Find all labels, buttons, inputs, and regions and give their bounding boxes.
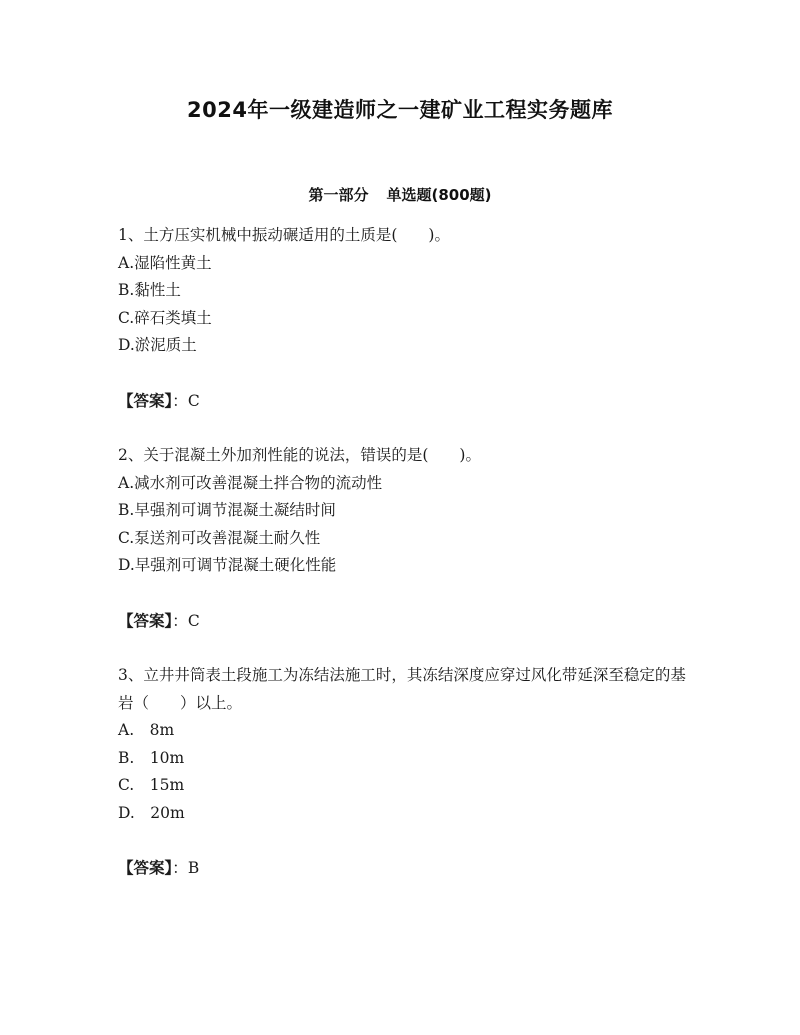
answer-label: 答案: [133, 610, 165, 630]
section-part: 第一部分: [308, 186, 369, 204]
option-b: B.黏性土: [118, 281, 181, 299]
option-c: C.碎石类填土: [118, 308, 212, 327]
answer-value: C: [187, 611, 200, 630]
answer-label: 答案: [133, 858, 165, 877]
option-d: D.淤泥质土: [118, 336, 197, 354]
question-3: [118, 662, 693, 883]
answer-line: 【答案】：B: [118, 858, 200, 877]
option-b: B.早强剂可调节混凝土凝结时间: [118, 501, 336, 519]
question-1: [118, 222, 693, 415]
question-stem: 1、土方压实机械中振动碾适用的土质是( )。: [118, 226, 450, 244]
section-heading: [0, 184, 800, 205]
answer-line: 【答案】：C: [118, 390, 200, 410]
option-c: C.泵送剂可改善混凝土耐久性: [118, 528, 321, 547]
question-list: [118, 222, 693, 910]
question-2: [118, 442, 693, 635]
answer-value: C: [187, 391, 200, 410]
option-d: D.早强剂可调节混凝土硬化性能: [118, 556, 337, 574]
option-a: A.减水剂可改善混凝土拌合物的流动性: [118, 473, 383, 492]
option-c: C. 15m: [118, 776, 185, 794]
question-stem: 3、立井井筒表土段施工为冻结法施工时，其冻结深度应穿过风化带延深至稳定的基岩（ ）以上。: [118, 666, 686, 712]
option-d: D. 20m: [118, 803, 185, 822]
section-name: 单选题(800题): [386, 186, 492, 204]
question-stem: 2、关于混凝土外加剂性能的说法，错误的是( )。: [118, 446, 481, 464]
document-title: 2024年一级建造师之一建矿业工程实务题库: [187, 98, 613, 122]
option-a: A.湿陷性黄土: [118, 253, 212, 272]
answer-label: 答案: [133, 390, 165, 410]
option-b: B. 10m: [118, 748, 185, 767]
answer-line: 【答案】：C: [118, 610, 200, 630]
answer-value: B: [187, 859, 200, 877]
option-a: A. 8m: [118, 721, 175, 739]
